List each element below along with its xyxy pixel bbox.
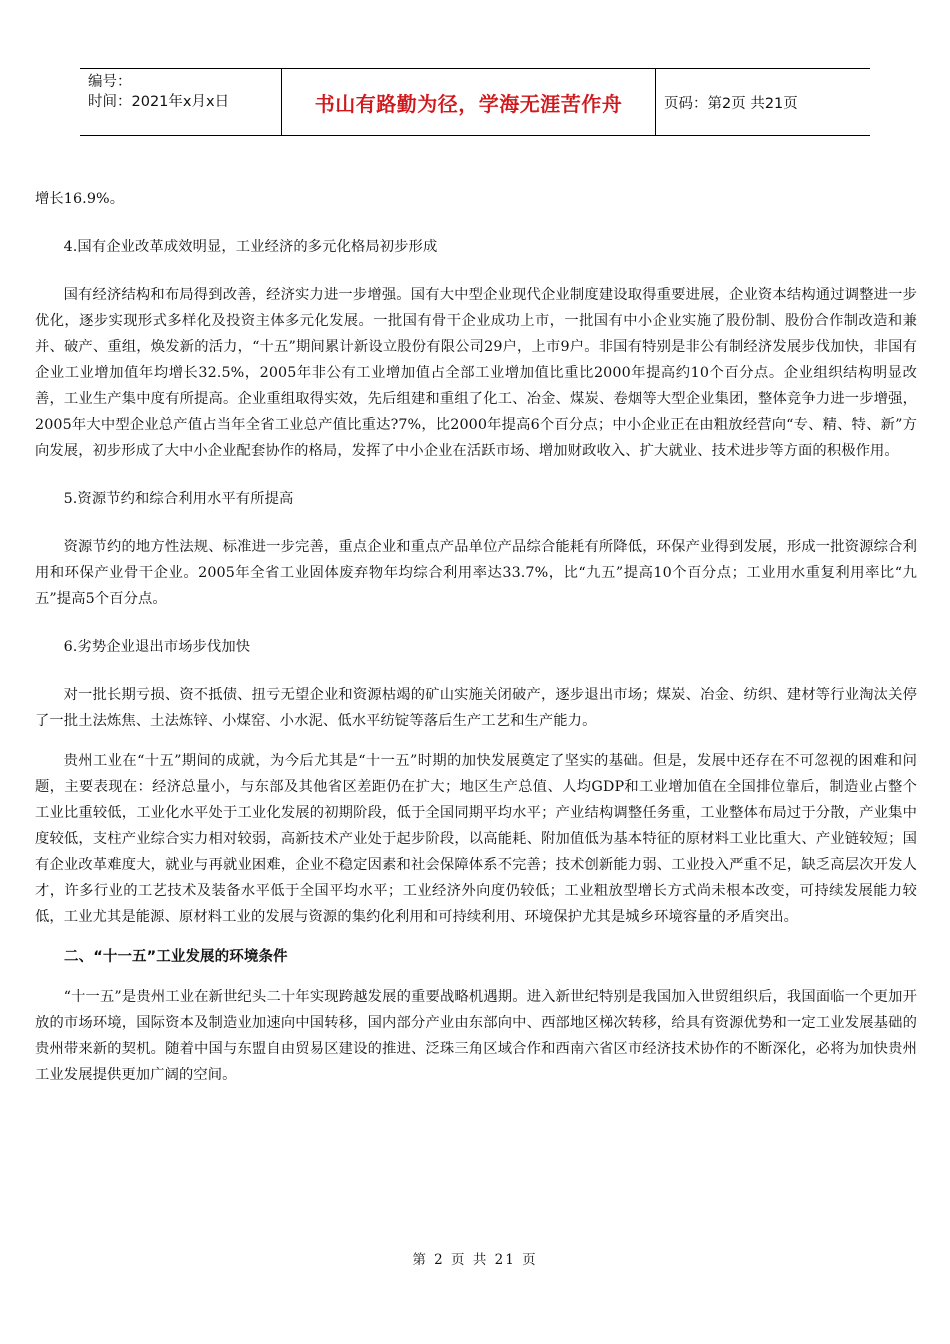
subheading-4: 4.国有企业改革成效明显，工业经济的多元化格局初步形成 <box>63 239 438 255</box>
paragraph-state-enterprise: 国有经济结构和布局得到改善，经济实力进一步增强。国有大中型企业现代企业制度建设取得重要进展，企业资本结构通过调整进一步优化，逐步实现形式多样化及投资主体多元化发展。一批国有骨干企业成功上市，一批国有中小企业实施了股份制、股份合作制改造和兼并、破产、重组，焕发新的活力，“十五”期间累计新设立股份有限公司29户，上市9户。非国有特别是非公有制经济发展步伐加快，非国有企业工业增加值年均增长32.5%，2005年非公有工业增加值占全部工业增加值比重比2000年提高约10个百分点。企业组织结构明显改善，工业生产集中度有所提高。企业重组取得实效，先后组建和重组了化工、冶金、煤炭、卷烟等大型企业集团，整体竞争力进一步增强，2005年大中型企业总产值占当年全省工业总产值比重达?7%，比2000年提高6个百分点；中小企业正在由粗放经营向“专、精、特、新”方向发展，初步形成了大中小企业配套协作的格局，发挥了中小企业在活跃市场、增加财政收入、扩大就业、技术进步等方面的积极作用。 <box>35 287 917 459</box>
page-footer: 第 2 页 共 21 页 <box>412 1252 538 1268</box>
paragraph-resource-saving: 资源节约的地方性法规、标准进一步完善，重点企业和重点产品单位产品综合能耗有所降低，环保产业得到发展，形成一批资源综合利用和环保产业骨干企业。2005年全省工业固体废弃物年均综合利用率达33.7%，比“九五”提高10个百分点；工业用水重复利用率比“九五”提高5个百分点。 <box>35 539 917 607</box>
section-heading-2: 二、“十一五”工业发展的环境条件 <box>64 949 288 965</box>
header-meta <box>80 69 282 135</box>
subheading-5: 5.资源节约和综合利用水平有所提高 <box>63 491 294 507</box>
date-label: 时间：2021年x月x日 <box>88 94 230 110</box>
header-motto: 书山有路勤为径，学海无涯苦作舟 <box>282 69 656 135</box>
subheading-6: 6.劣势企业退出市场步伐加快 <box>63 639 251 655</box>
paragraph-problems: 贵州工业在“十五”期间的成就，为今后尤其是“十一五”时期的加快发展奠定了坚实的基础。但是，发展中还存在不可忽视的困难和问题，主要表现在：经济总量小，与东部及其他省区差距仍在扩大；地区生产总值、人均GDP和工业增加值在全国排位靠后，制造业占整个工业比重较低，工业化水平处于工业化发展的初期阶段，低于全国同期平均水平；产业结构调整任务重，工业整体布局过于分散，产业集中度较低，支柱产业综合实力相对较弱，高新技术产业处于起步阶段，以高能耗、附加值低为基本特征的原材料工业比重大、产业链较短；国有企业改革难度大，就业与再就业困难，企业不稳定因素和社会保障体系不完善；技术创新能力弱、工业投入严重不足，缺乏高层次开发人才，许多行业的工艺技术及装备水平低于全国平均水平；工业经济外向度仍较低；工业粗放型增长方式尚未根本改变，可持续发展能力较低，工业尤其是能源、原材料工业的发展与资源的集约化利用和可持续利用、环境保护尤其是城乡环境容量的矛盾突出。 <box>35 753 917 925</box>
document-body <box>35 186 917 1088</box>
paragraph-continuation: 增长16.9%。 <box>35 191 125 207</box>
page-header <box>80 68 870 136</box>
paragraph-market-exit: 对一批长期亏损、资不抵债、扭亏无望企业和资源枯竭的矿山实施关闭破产，逐步退出市场；煤炭、冶金、纺织、建材等行业淘汰关停了一批土法炼焦、土法炼锌、小煤窑、小水泥、低水平纺锭等落后生产工艺和生产能力。 <box>35 687 917 729</box>
paragraph-environment: “十一五”是贵州工业在新世纪头二十年实现跨越发展的重要战略机遇期。进入新世纪特别是我国加入世贸组织后，我国面临一个更加开放的市场环境，国际资本及制造业加速向中国转移，国内部分产业由东部向中、西部地区梯次转移，给具有资源优势和一定工业发展基础的贵州带来新的契机。随着中国与东盟自由贸易区建设的推进、泛珠三角区域合作和西南六省区市经济技术协作的不断深化，必将为加快贵州工业发展提供更加广阔的空间。 <box>35 989 917 1083</box>
header-page-info: 页码：第2页 共21页 <box>664 95 798 112</box>
number-label: 编号： <box>88 74 132 90</box>
